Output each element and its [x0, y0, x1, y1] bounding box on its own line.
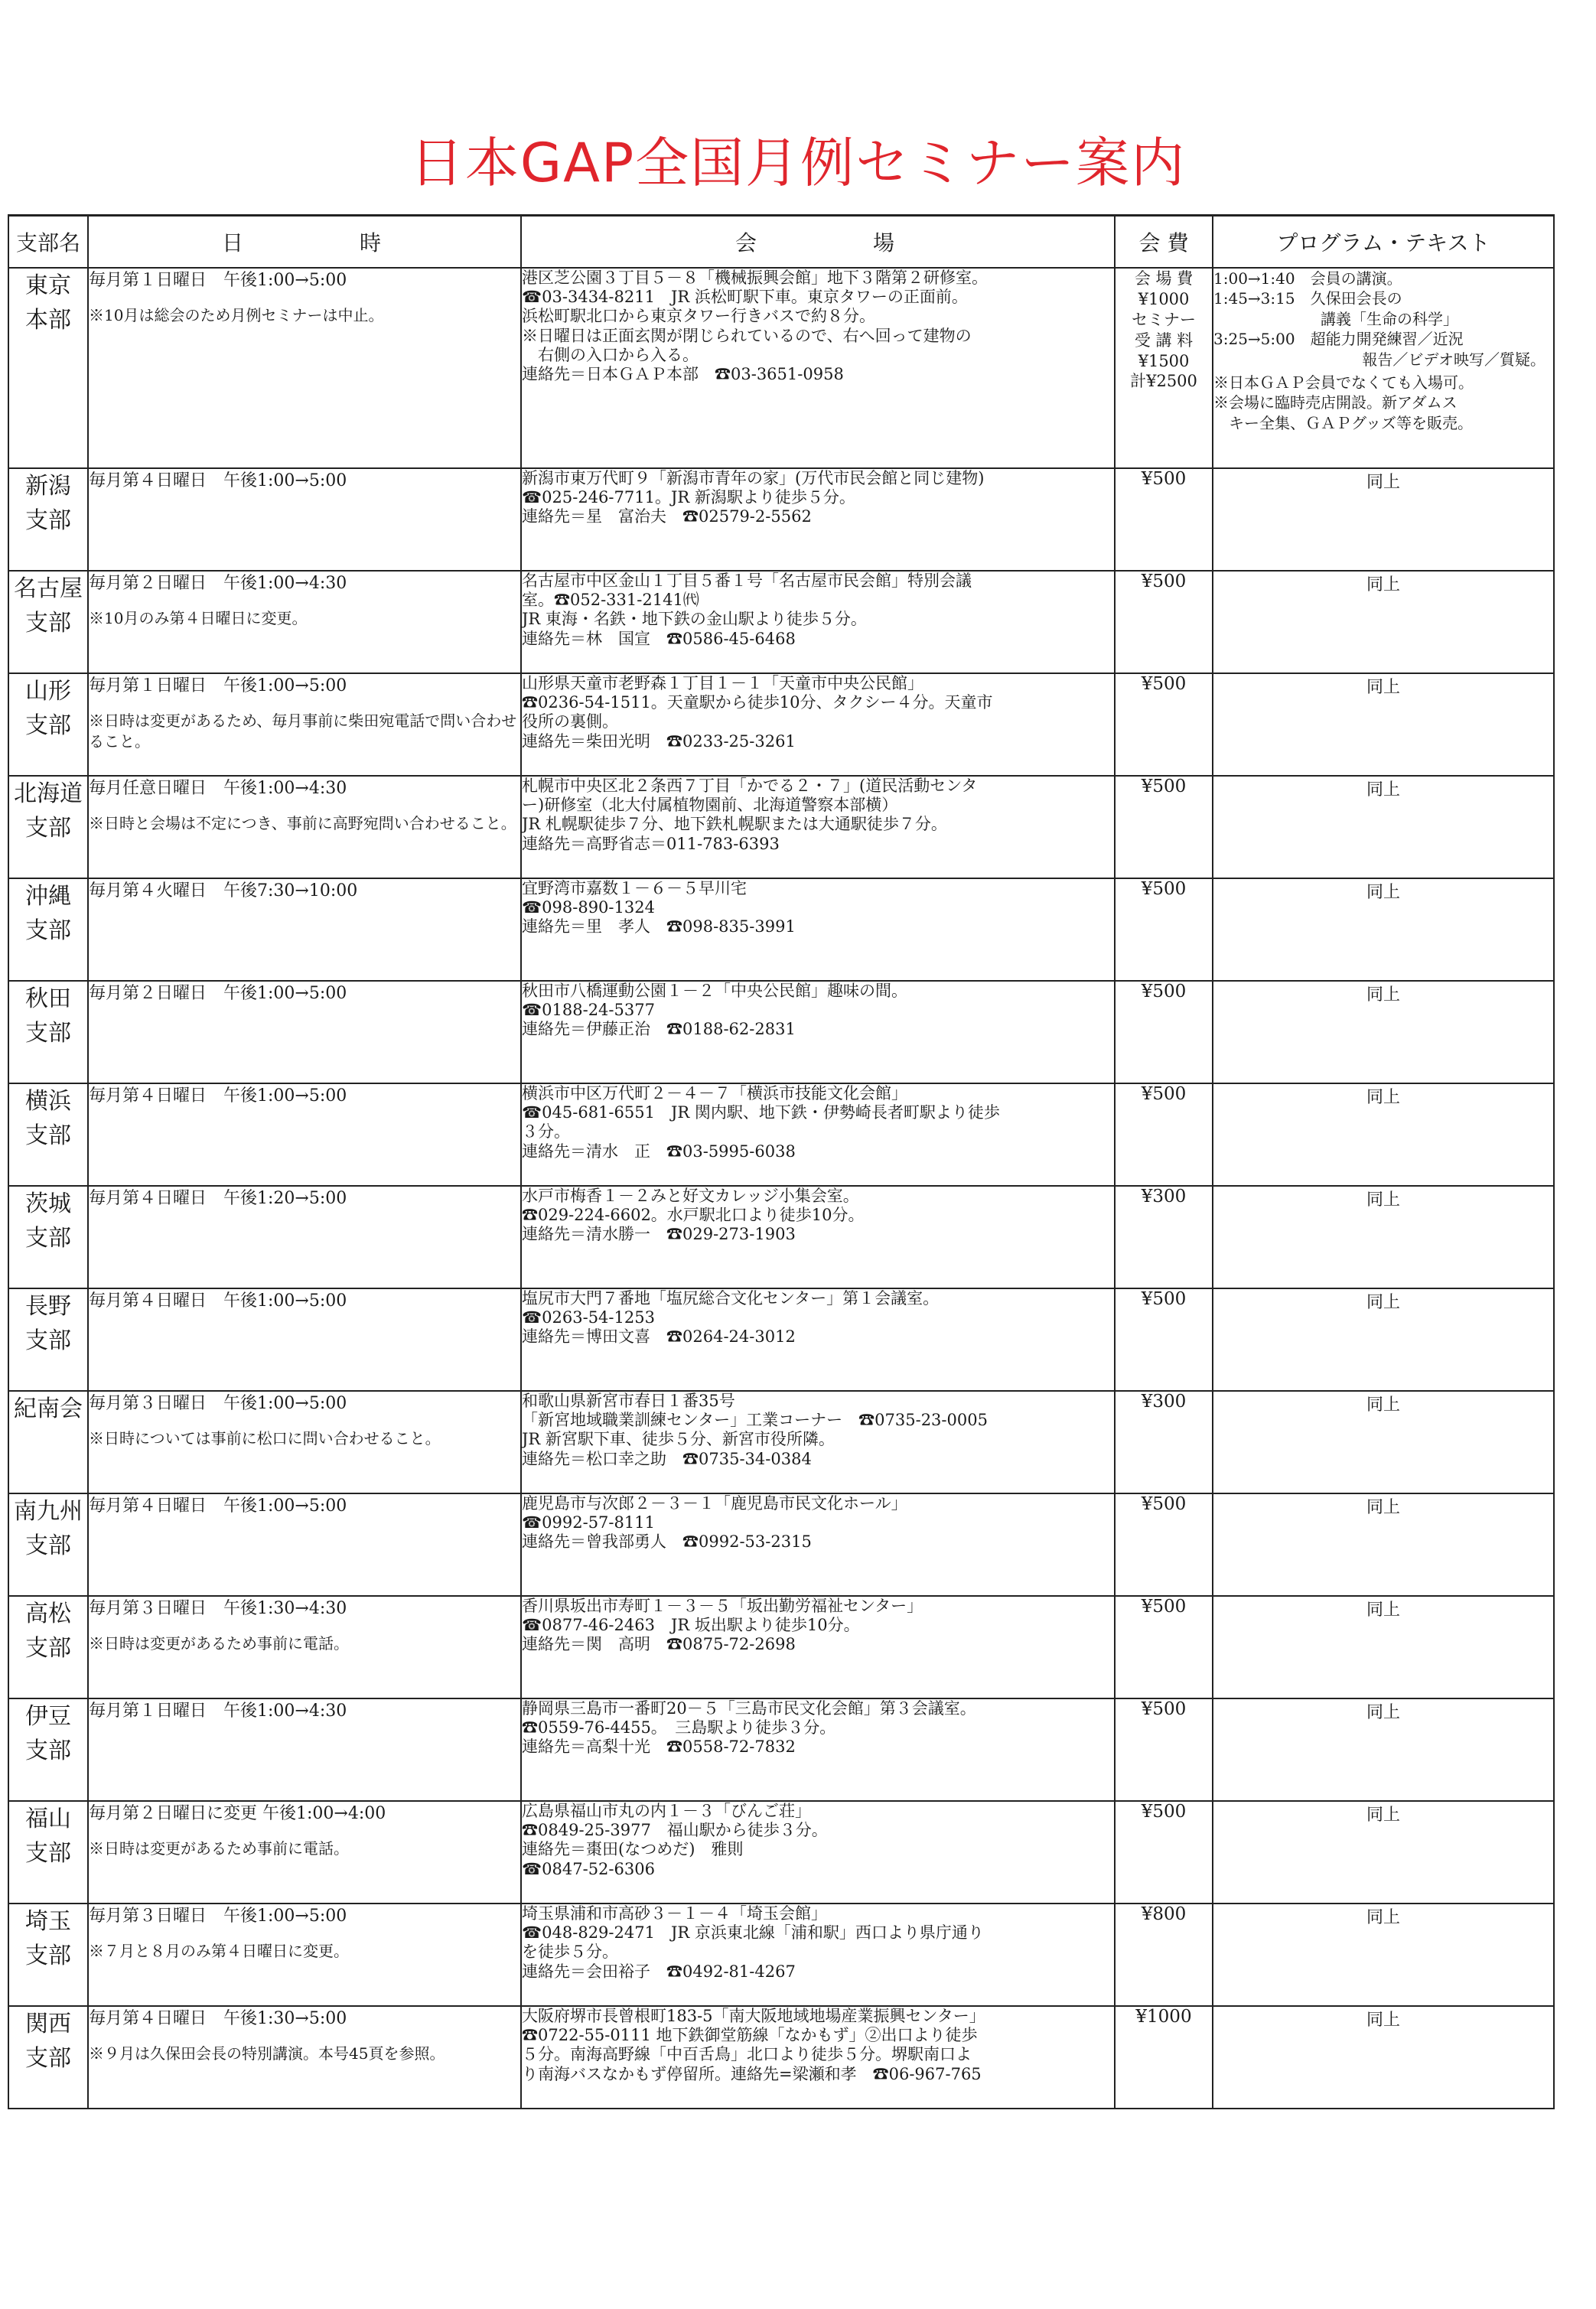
program-note: キー全集、ＧＡＰグッズ等を販売。: [1213, 413, 1473, 432]
table-row: [8, 1493, 1554, 1596]
venue-line: 連絡先＝星 富治夫 ☎02579-2-5562: [522, 507, 812, 526]
header-venue: 会 場: [521, 216, 1115, 269]
schedule-text: 毎月第１日曜日 午後1:00→5:00: [89, 271, 347, 290]
branch-name: 支部: [25, 610, 71, 637]
table-row: [8, 878, 1554, 981]
fee-line: 会 場 費: [1134, 269, 1194, 288]
venue-line: ☎029-224-6602。水戸駅北口より徒歩10分。: [522, 1206, 865, 1225]
program-text: 同上: [1366, 1601, 1400, 1620]
venue-line: JR 東海・名鉄・地下鉄の金山駅より徒歩５分。: [522, 610, 867, 629]
branch-name: 長野: [25, 1293, 71, 1320]
venue-line: 連絡先＝棗田(なつめだ) 雅則: [522, 1840, 744, 1859]
fee-amount: ¥500: [1141, 674, 1187, 694]
venue-line: 室。☎052-331-2141㈹: [522, 591, 699, 610]
branch-name: 南九州: [14, 1498, 83, 1525]
fee-line: 計¥2500: [1130, 372, 1197, 391]
venue-cell: [521, 1493, 1115, 1596]
fee-amount: ¥500: [1141, 1494, 1187, 1514]
venue-line: ☎03-3434-8211 JR 浜松町駅下車。東京タワーの正面前。: [522, 288, 968, 307]
seminar-schedule-table: [8, 214, 1555, 2109]
branch-name: 支部: [25, 2045, 71, 2072]
venue-cell: [521, 571, 1115, 673]
schedule-text: 毎月任意日曜日 午後1:00→4:30: [89, 779, 347, 798]
header-branch: 支部名: [8, 216, 88, 269]
branch-name: 紀南会: [14, 1395, 83, 1422]
branch-name: 秋田: [25, 985, 71, 1012]
branch-name: 沖縄: [25, 883, 71, 910]
datetime-cell: [88, 268, 521, 468]
page-title: 日本GAP全国月例セミナー案内: [409, 132, 1187, 194]
datetime-cell: [88, 1801, 521, 1904]
datetime-cell: [88, 1391, 521, 1493]
venue-cell: [521, 776, 1115, 878]
program-line: 3:25→5:00 超能力開発練習／近況: [1213, 330, 1464, 349]
venue-line: 連絡先＝関 高明 ☎0875-72-2698: [522, 1635, 796, 1654]
fee-cell: [1115, 1801, 1213, 1904]
program-cell: [1213, 878, 1554, 981]
branch-name: 伊豆: [25, 1703, 71, 1730]
branch-name: 支部: [25, 917, 71, 944]
datetime-cell: [88, 776, 521, 878]
schedule-note: ※10月のみ第４日曜日に変更。: [89, 608, 308, 627]
fee-line: ¥1000: [1138, 289, 1190, 308]
branch-name: 支部: [25, 1122, 71, 1149]
branch-name: 支部: [25, 815, 71, 842]
branch-name: 支部: [25, 1737, 71, 1764]
branch-cell: [8, 1391, 88, 1493]
venue-line: ☎0992-57-8111: [522, 1513, 655, 1532]
venue-line: 札幌市中央区北２条西７丁目「かでる２・７」(道民活動センタ: [522, 777, 978, 795]
venue-cell: [521, 1698, 1115, 1801]
datetime-cell: [88, 571, 521, 673]
program-text: 同上: [1366, 1293, 1400, 1312]
venue-line: 役所の裏側。: [522, 712, 618, 731]
fee-amount: ¥500: [1141, 879, 1187, 899]
venue-line: ☎0847-52-6306: [522, 1859, 655, 1878]
program-text: 同上: [1366, 780, 1400, 800]
fee-cell: [1115, 571, 1213, 673]
program-cell: [1213, 1698, 1554, 1801]
program-text: 同上: [1366, 883, 1400, 902]
venue-line: ☎0559-76-4455。 三島駅より徒歩３分。: [522, 1718, 836, 1737]
datetime-cell: [88, 1698, 521, 1801]
venue-line: ☎0236-54-1511。天童駅から徒歩10分、タクシー４分。天童市: [522, 693, 993, 712]
venue-line: 連絡先＝里 孝人 ☎098-835-3991: [522, 917, 796, 936]
program-note: ※日本ＧＡＰ会員でなくても入場可。: [1213, 373, 1474, 392]
branch-name: 山形: [25, 678, 71, 705]
fee-amount: ¥500: [1141, 1084, 1187, 1104]
venue-cell: [521, 1904, 1115, 2006]
fee-line: セミナー: [1132, 310, 1196, 329]
program-line: 1:45→3:15 久保田会長の: [1213, 289, 1402, 308]
venue-cell: [521, 1391, 1115, 1493]
branch-cell: [8, 1698, 88, 1801]
branch-name: 支部: [25, 1225, 71, 1252]
branch-cell: [8, 571, 88, 673]
program-cell: [1213, 981, 1554, 1083]
venue-cell: [521, 2006, 1115, 2109]
branch-cell: [8, 981, 88, 1083]
fee-cell: [1115, 1493, 1213, 1596]
venue-line: 連絡先＝伊藤正治 ☎0188-62-2831: [522, 1020, 796, 1039]
table-row: [8, 1698, 1554, 1801]
fee-amount: ¥500: [1141, 982, 1187, 1001]
venue-line: 香川県坂出市寿町１－３－５「坂出勤労福祉センター」: [522, 1597, 923, 1615]
program-text: 同上: [1366, 1088, 1400, 1107]
fee-amount: ¥1000: [1135, 2007, 1192, 2027]
branch-name: 支部: [25, 1840, 71, 1867]
program-cell: [1213, 2006, 1554, 2109]
program-cell: [1213, 1596, 1554, 1698]
schedule-text: 毎月第４日曜日 午後1:20→5:00: [89, 1189, 347, 1208]
venue-line: 大阪府堺市長曾根町183-5「南大阪地域地場産業振興センター」: [522, 2007, 985, 2025]
schedule-text: 毎月第２日曜日 午後1:00→4:30: [89, 574, 347, 593]
table-row: [8, 1801, 1554, 1904]
fee-cell: [1115, 878, 1213, 981]
branch-name: 茨城: [25, 1190, 71, 1217]
branch-name: 横浜: [25, 1088, 71, 1115]
fee-cell: [1115, 2006, 1213, 2109]
venue-cell: [521, 1186, 1115, 1288]
branch-name: 福山: [25, 1806, 71, 1832]
branch-name: 東京: [25, 272, 71, 299]
venue-line: 連絡先＝清水勝一 ☎029-273-1903: [522, 1225, 796, 1244]
program-line: 報告／ビデオ映写／質疑。: [1362, 350, 1546, 369]
venue-line: 「新宮地域職業訓練センター」工業コーナー ☎0735-23-0005: [522, 1411, 988, 1430]
branch-name: 支部: [25, 1327, 71, 1354]
fee-cell: [1115, 673, 1213, 776]
schedule-note: ※日時と会場は不定につき、事前に高野宛問い合わせること。: [89, 813, 516, 832]
venue-line: 連絡先＝日本ＧＡＰ本部 ☎03-3651-0958: [522, 364, 844, 383]
branch-cell: [8, 1288, 88, 1391]
table-row: [8, 776, 1554, 878]
schedule-text: 毎月第３日曜日 午後1:00→5:00: [89, 1394, 347, 1413]
venue-line: ☎0188-24-5377: [522, 1001, 655, 1020]
branch-name: 支部: [25, 1020, 71, 1047]
venue-line: ☎0263-54-1253: [522, 1308, 655, 1327]
program-cell: [1213, 468, 1554, 571]
program-text: 同上: [1366, 2011, 1400, 2030]
venue-line: 埼玉県浦和市高砂３－１－４「埼玉会館」: [522, 1904, 827, 1923]
table-row: [8, 268, 1554, 468]
header-program: プログラム・テキスト: [1213, 216, 1554, 269]
schedule-text: 毎月第４火曜日 午後7:30→10:00: [89, 881, 358, 900]
datetime-cell: [88, 673, 521, 776]
venue-line: ☎0722-55-0111 地下鉄御堂筋線「なかもず」②出口より徒歩: [522, 2026, 978, 2045]
schedule-text: 毎月第３日曜日 午後1:00→5:00: [89, 1907, 347, 1926]
branch-name: 高松: [25, 1601, 71, 1627]
venue-line: 港区芝公園３丁目５－８「機械振興会館」地下３階第２研修室。: [522, 269, 988, 287]
table-row: [8, 1083, 1554, 1186]
branch-name: 本部: [25, 307, 71, 334]
venue-line: 浜松町駅北口から東京タワー行きバスで約８分。: [522, 307, 875, 326]
branch-name: 埼玉: [25, 1908, 71, 1935]
venue-cell: [521, 673, 1115, 776]
venue-cell: [521, 1801, 1115, 1904]
venue-line: 連絡先＝会田裕子 ☎0492-81-4267: [522, 1962, 796, 1981]
venue-cell: [521, 1083, 1115, 1186]
datetime-cell: [88, 1288, 521, 1391]
venue-line: 右側の入口から入る。: [522, 345, 699, 364]
program-text: 同上: [1366, 1190, 1400, 1210]
datetime-cell: [88, 1186, 521, 1288]
datetime-cell: [88, 878, 521, 981]
schedule-note: ※日時は変更があるため事前に電話。: [89, 1633, 349, 1653]
venue-cell: [521, 878, 1115, 981]
schedule-text: 毎月第１日曜日 午後1:00→4:30: [89, 1702, 347, 1721]
venue-cell: [521, 1288, 1115, 1391]
venue-cell: [521, 468, 1115, 571]
branch-name: 関西: [25, 2011, 71, 2037]
venue-line: 連絡先＝柴田光明 ☎0233-25-3261: [522, 731, 796, 751]
schedule-text: 毎月第４日曜日 午後1:00→5:00: [89, 1496, 347, 1516]
schedule-note: ※10月は総会のため月例セミナーは中止。: [89, 305, 384, 324]
schedule-text: 毎月第４日曜日 午後1:00→5:00: [89, 471, 347, 490]
header-fee: 会 費: [1115, 216, 1213, 269]
schedule-note: ※日時は変更があるため、毎月事前に柴田宛電話で問い合わせること。: [89, 711, 517, 751]
venue-line: を徒歩５分。: [522, 1943, 618, 1962]
program-text: 同上: [1366, 1703, 1400, 1722]
table-row: [8, 571, 1554, 673]
table-row: [8, 981, 1554, 1083]
fee-cell: [1115, 776, 1213, 878]
branch-cell: [8, 878, 88, 981]
branch-name: 支部: [25, 1532, 71, 1559]
fee-amount: ¥800: [1141, 1904, 1187, 1924]
venue-line: 連絡先＝高野省志＝011-783-6393: [522, 834, 780, 853]
fee-cell: [1115, 268, 1213, 468]
header-datetime: 日 時: [88, 216, 521, 269]
program-text: 同上: [1366, 1395, 1400, 1415]
fee-cell: [1115, 1596, 1213, 1698]
venue-line: 連絡先＝清水 正 ☎03-5995-6038: [522, 1141, 796, 1161]
branch-name: 新潟: [25, 473, 71, 500]
venue-cell: [521, 1596, 1115, 1698]
branch-cell: [8, 1186, 88, 1288]
venue-line: ー)研修室（北大付属植物園前、北海道警察本部横）: [522, 796, 898, 815]
program-cell: [1213, 1904, 1554, 2006]
branch-name: 支部: [25, 1943, 71, 1969]
venue-cell: [521, 981, 1115, 1083]
schedule-text: 毎月第３日曜日 午後1:30→4:30: [89, 1599, 347, 1618]
fee-amount: ¥500: [1141, 469, 1187, 489]
schedule-note: ※日時については事前に松口に問い合わせること。: [89, 1428, 441, 1448]
venue-line: 連絡先＝博田文喜 ☎0264-24-3012: [522, 1327, 796, 1347]
venue-line: ☎045-681-6551 JR 関内駅、地下鉄・伊勢崎長者町駅より徒歩: [522, 1103, 1000, 1122]
table-row: [8, 1596, 1554, 1698]
branch-name: 北海道: [14, 780, 83, 807]
branch-name: 支部: [25, 507, 71, 534]
program-text: 同上: [1366, 1806, 1400, 1825]
program-line: 1:00→1:40 会員の講演。: [1213, 269, 1402, 288]
table-row: [8, 2006, 1554, 2109]
table-row: [8, 673, 1554, 776]
venue-line: 横浜市中区万代町２－４－７「横浜市技能文化会館」: [522, 1084, 907, 1102]
venue-line: り南海バスなかもず停留所。連絡先=梁瀬和孝 ☎06-967-765: [522, 2064, 982, 2083]
venue-line: 連絡先＝松口幸之助 ☎0735-34-0384: [522, 1449, 812, 1468]
fee-amount: ¥300: [1141, 1392, 1187, 1412]
fee-cell: [1115, 468, 1213, 571]
venue-cell: [521, 268, 1115, 468]
fee-amount: ¥300: [1141, 1187, 1187, 1207]
datetime-cell: [88, 2006, 521, 2109]
venue-line: 連絡先＝高梨十光 ☎0558-72-7832: [522, 1737, 796, 1757]
program-text: 同上: [1366, 1908, 1400, 1927]
schedule-text: 毎月第２日曜日に変更 午後1:00→4:00: [89, 1804, 386, 1823]
fee-cell: [1115, 1288, 1213, 1391]
venue-line: 塩尻市大門７番地「塩尻総合文化センター」第１会議室。: [522, 1289, 940, 1308]
venue-line: 連絡先＝林 国宣 ☎0586-45-6468: [522, 629, 796, 648]
fee-cell: [1115, 1083, 1213, 1186]
table-row: [8, 1288, 1554, 1391]
program-cell: [1213, 1493, 1554, 1596]
program-cell: [1213, 776, 1554, 878]
datetime-cell: [88, 1493, 521, 1596]
program-cell: [1213, 1083, 1554, 1186]
schedule-text: 毎月第２日曜日 午後1:00→5:00: [89, 984, 347, 1003]
schedule-text: 毎月第１日曜日 午後1:00→5:00: [89, 676, 347, 695]
table-row: [8, 1186, 1554, 1288]
branch-cell: [8, 468, 88, 571]
fee-cell: [1115, 1391, 1213, 1493]
schedule-note: ※９月は久保田会長の特別講演。本号45頁を参照。: [89, 2044, 445, 2063]
header-row: [8, 216, 1554, 269]
branch-cell: [8, 776, 88, 878]
program-text: 同上: [1366, 985, 1400, 1005]
program-text: 同上: [1366, 678, 1400, 697]
program-cell: [1213, 1801, 1554, 1904]
venue-line: 連絡先＝曾我部勇人 ☎0992-53-2315: [522, 1532, 812, 1552]
venue-line: ☎0877-46-2463 JR 坂出駅より徒歩10分。: [522, 1616, 860, 1635]
venue-line: 静岡県三島市一番町20－５「三島市民文化会館」第３会議室。: [522, 1699, 976, 1718]
schedule-note: ※７月と８月のみ第４日曜日に変更。: [89, 1941, 349, 1960]
venue-line: 秋田市八橋運動公園１－２「中央公民館」趣味の間。: [522, 982, 907, 1000]
branch-cell: [8, 1083, 88, 1186]
program-text: 同上: [1366, 1498, 1400, 1517]
fee-cell: [1115, 981, 1213, 1083]
schedule-text: 毎月第４日曜日 午後1:30→5:00: [89, 2009, 347, 2028]
program-cell: [1213, 673, 1554, 776]
fee-amount: ¥500: [1141, 1289, 1187, 1309]
venue-line: 和歌山県新宮市春日１番35号: [522, 1392, 735, 1410]
table-row: [8, 468, 1554, 571]
branch-name: 支部: [25, 1635, 71, 1662]
datetime-cell: [88, 1904, 521, 2006]
branch-cell: [8, 1493, 88, 1596]
table-row: [8, 1904, 1554, 2006]
program-text: 同上: [1366, 473, 1400, 492]
program-cell: [1213, 1186, 1554, 1288]
venue-line: JR 札幌駅徒歩７分、地下鉄札幌駅または大通駅徒歩７分。: [522, 815, 947, 834]
datetime-cell: [88, 1083, 521, 1186]
program-cell: [1213, 268, 1554, 468]
fee-amount: ¥500: [1141, 572, 1187, 591]
program-cell: [1213, 571, 1554, 673]
venue-line: 名古屋市中区金山１丁目５番１号「名古屋市民会館」特別会議: [522, 572, 972, 590]
venue-line: ☎025-246-7711。JR 新潟駅より徒歩５分。: [522, 488, 855, 507]
datetime-cell: [88, 1596, 521, 1698]
venue-line: ５分。南海高野線「中百舌鳥」北口より徒歩５分。堺駅南口よ: [522, 2045, 972, 2064]
branch-cell: [8, 1801, 88, 1904]
branch-name: 支部: [25, 712, 71, 739]
program-cell: [1213, 1391, 1554, 1493]
program-note: ※会場に臨時売店開設。新アダムス: [1213, 393, 1458, 412]
branch-cell: [8, 673, 88, 776]
fee-cell: [1115, 1904, 1213, 2006]
fee-amount: ¥500: [1141, 1802, 1187, 1822]
venue-line: ☎048-829-2471 JR 京浜東北線「浦和駅」西口より県庁通り: [522, 1923, 984, 1943]
venue-line: 水戸市梅香１－２みと好文カレッジ小集会室。: [522, 1187, 859, 1205]
venue-line: 鹿児島市与次郎２－３－１「鹿児島市民文化ホール」: [522, 1494, 907, 1513]
venue-line: ※日曜日は正面玄関が閉じられているので、右へ回って建物の: [522, 326, 972, 345]
venue-line: JR 新宮駅下車、徒歩５分、新宮市役所隣。: [522, 1430, 835, 1449]
datetime-cell: [88, 981, 521, 1083]
schedule-text: 毎月第４日曜日 午後1:00→5:00: [89, 1086, 347, 1106]
venue-line: ３分。: [522, 1122, 570, 1141]
fee-amount: ¥500: [1141, 777, 1187, 796]
venue-line: ☎098-890-1324: [522, 898, 655, 917]
fee-cell: [1115, 1186, 1213, 1288]
venue-line: 宜野湾市嘉数１－６－５早川宅: [522, 879, 747, 897]
branch-cell: [8, 2006, 88, 2109]
schedule-note: ※日時は変更があるため事前に電話。: [89, 1838, 349, 1858]
branch-cell: [8, 1904, 88, 2006]
table-row: [8, 1391, 1554, 1493]
branch-name: 名古屋: [14, 575, 83, 602]
fee-line: ¥1500: [1138, 351, 1190, 370]
fee-amount: ¥500: [1141, 1597, 1187, 1617]
venue-line: 山形県天童市老野森１丁目１－１「天童市中央公民館」: [522, 674, 923, 692]
branch-cell: [8, 1596, 88, 1698]
fee-amount: ¥500: [1141, 1699, 1187, 1719]
datetime-cell: [88, 468, 521, 571]
venue-line: ☎0849-25-3977 福山駅から徒歩３分。: [522, 1821, 828, 1840]
fee-line: 受 講 料: [1134, 331, 1194, 350]
program-text: 同上: [1366, 575, 1400, 594]
program-line: 講義「生命の科学」: [1321, 309, 1458, 328]
program-cell: [1213, 1288, 1554, 1391]
branch-cell: [8, 268, 88, 468]
venue-line: 新潟市東万代町９「新潟市青年の家」(万代市民会館と同じ建物): [522, 469, 985, 487]
fee-cell: [1115, 1698, 1213, 1801]
schedule-text: 毎月第４日曜日 午後1:00→5:00: [89, 1291, 347, 1311]
venue-line: 広島県福山市丸の内１－３「びんご荘」: [522, 1802, 811, 1820]
